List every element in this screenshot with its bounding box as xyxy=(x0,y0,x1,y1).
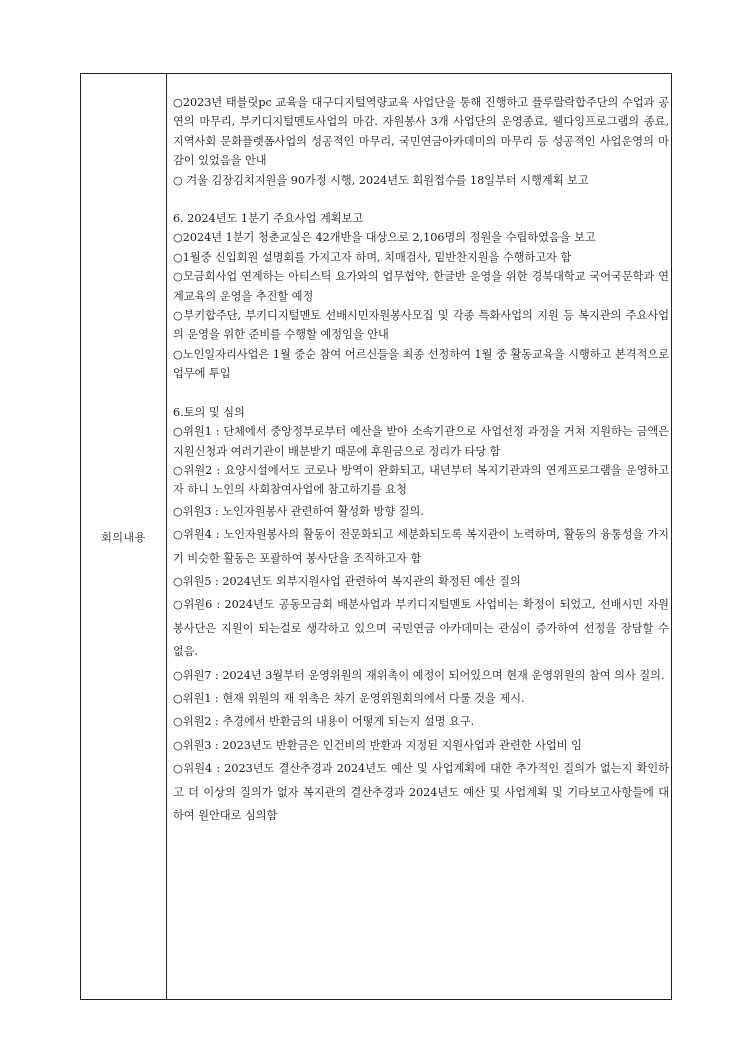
plan-paragraph: ○부키합주단, 부키디지털멘토 선배시민자원봉사모집 및 각종 특화사업의 지원 등 복지관의 주요사업의 운영을 위한 준비를 수행할 예정임을 안내 xyxy=(173,309,669,342)
plan-paragraph: ○노인일자리사업은 1월 중순 참여 어르신들을 최종 선정하여 1월 중 활동교육을 시행하고 본격적으로 업무에 투입 xyxy=(173,347,669,381)
discussion-paragraph: ○위원6 : 2024년도 공동모금회 배분사업과 부키디지털멘토 사업비는 확정이 되었고, 선배시민 자원봉사단은 지원이 되는걸로 생각하고 있으며 국민연금 아카데미는 관심이 증가하여 선정을 장담할 수 없음. xyxy=(173,598,669,659)
discussion-paragraph: ○위원3 : 2023년도 반환금은 인건비의 반환과 지정된 지원사업과 관련한 사업비 임 xyxy=(173,738,582,752)
discussion-section xyxy=(173,403,669,828)
discussion-paragraph: ○위원4 : 2023년도 결산추경과 2024년도 예산 및 사업계획에 대한 추가적인 질의가 없는지 확인하고 더 이상의 질의가 없자 복지관의 결산추경과 2024년도 예산 및 사업계획 및 기타보고사항들에 대하여 원안대로 심의함 xyxy=(173,762,669,822)
plan-title: 6. 2024년도 1분기 주요사업 계획보고 xyxy=(173,212,364,226)
plan-section xyxy=(173,209,669,384)
discussion-paragraph: ○위원2 : 요양시설에서도 코로나 방역이 완화되고, 내년부터 복지기관과의 연계프로그램을 운영하고자 하니 노인의 사회참여사업에 참고하기를 요청 xyxy=(173,463,669,497)
discussion-paragraph: ○위원1 : 단체에서 중앙정부로부터 예산을 받아 소속기관으로 사업선정 과정을 거쳐 지원하는 금액은 지원신청과 여러기관이 배분받기 때문에 후원금으로 정리가 타당 함 xyxy=(173,425,669,458)
report-section xyxy=(173,93,669,190)
discussion-paragraph: ○위원7 : 2024년 3월부터 운영위원의 재위촉이 예정이 되어있으며 현재 운영위원의 참여 의사 질의. xyxy=(173,668,665,682)
discussion-paragraph: ○위원5 : 2024년도 외부지원사업 관련하여 복지관의 확정된 예산 질의 xyxy=(173,574,521,588)
plan-paragraph: ○1월중 신입회원 설명회를 가지고자 하며, 치매검사, 밑반찬지원을 수행하고자 함 xyxy=(173,250,572,264)
row-label: 회의내용 xyxy=(101,530,146,544)
plan-paragraph: ○모금회사업 연계하는 아티스틱 요가와의 업무협약, 한글반 운영을 위한 경북대학교 국어국문학과 연계교육의 운영을 추진할 예정 xyxy=(173,270,669,303)
discussion-paragraph: ○위원3 : 노인자원봉사 관련하여 활성화 방향 질의. xyxy=(173,504,424,518)
meeting-content-cell xyxy=(167,74,671,999)
meeting-minutes-table xyxy=(80,73,672,1000)
report-paragraph: ○2023년 태블릿pc 교육을 대구디지털역량교육 사업단을 통해 진행하고 플루랄락합주단의 수업과 공연의 마무리, 부키디지털멘토사업의 마감. 자원봉사 3개 사업단의 운영종료, 웰다잉프로그램의 종료, 지역사회 문화플렛폼사업의 성공적인 마무리, 국민연금아카데미의 마무리 등 성공적인 사업운영의 마감이 있었음을 안내 xyxy=(173,96,669,168)
discussion-paragraph: ○위원1 : 현재 위원의 재 위촉은 차기 운영위원회의에서 다룰 것을 제시. xyxy=(173,691,525,705)
plan-paragraph: ○2024년 1분기 청춘교실은 42개반을 대상으로 2,106명의 정원을 수립하였음을 보고 xyxy=(173,231,596,245)
row-label-cell xyxy=(81,74,167,999)
discussion-paragraph: ○위원2 : 추경에서 반환금의 내용이 어떻게 되는지 설명 요구. xyxy=(173,715,475,729)
discussion-paragraph: ○위원4 : 노인자원봉사의 활동이 전문화되고 세분화되도록 복지관이 노력하며, 활동의 융통성을 가지기 비슷한 활동은 포괄하여 봉사단을 조직하고자 함 xyxy=(173,528,669,565)
discussion-list xyxy=(173,500,669,828)
discussion-title: 6.토의 및 심의 xyxy=(173,405,245,419)
report-paragraph: ○ 겨울 김장김치지원을 90가정 시행, 2024년도 회원접수를 18일부터 시행계획 보고 xyxy=(173,173,589,187)
